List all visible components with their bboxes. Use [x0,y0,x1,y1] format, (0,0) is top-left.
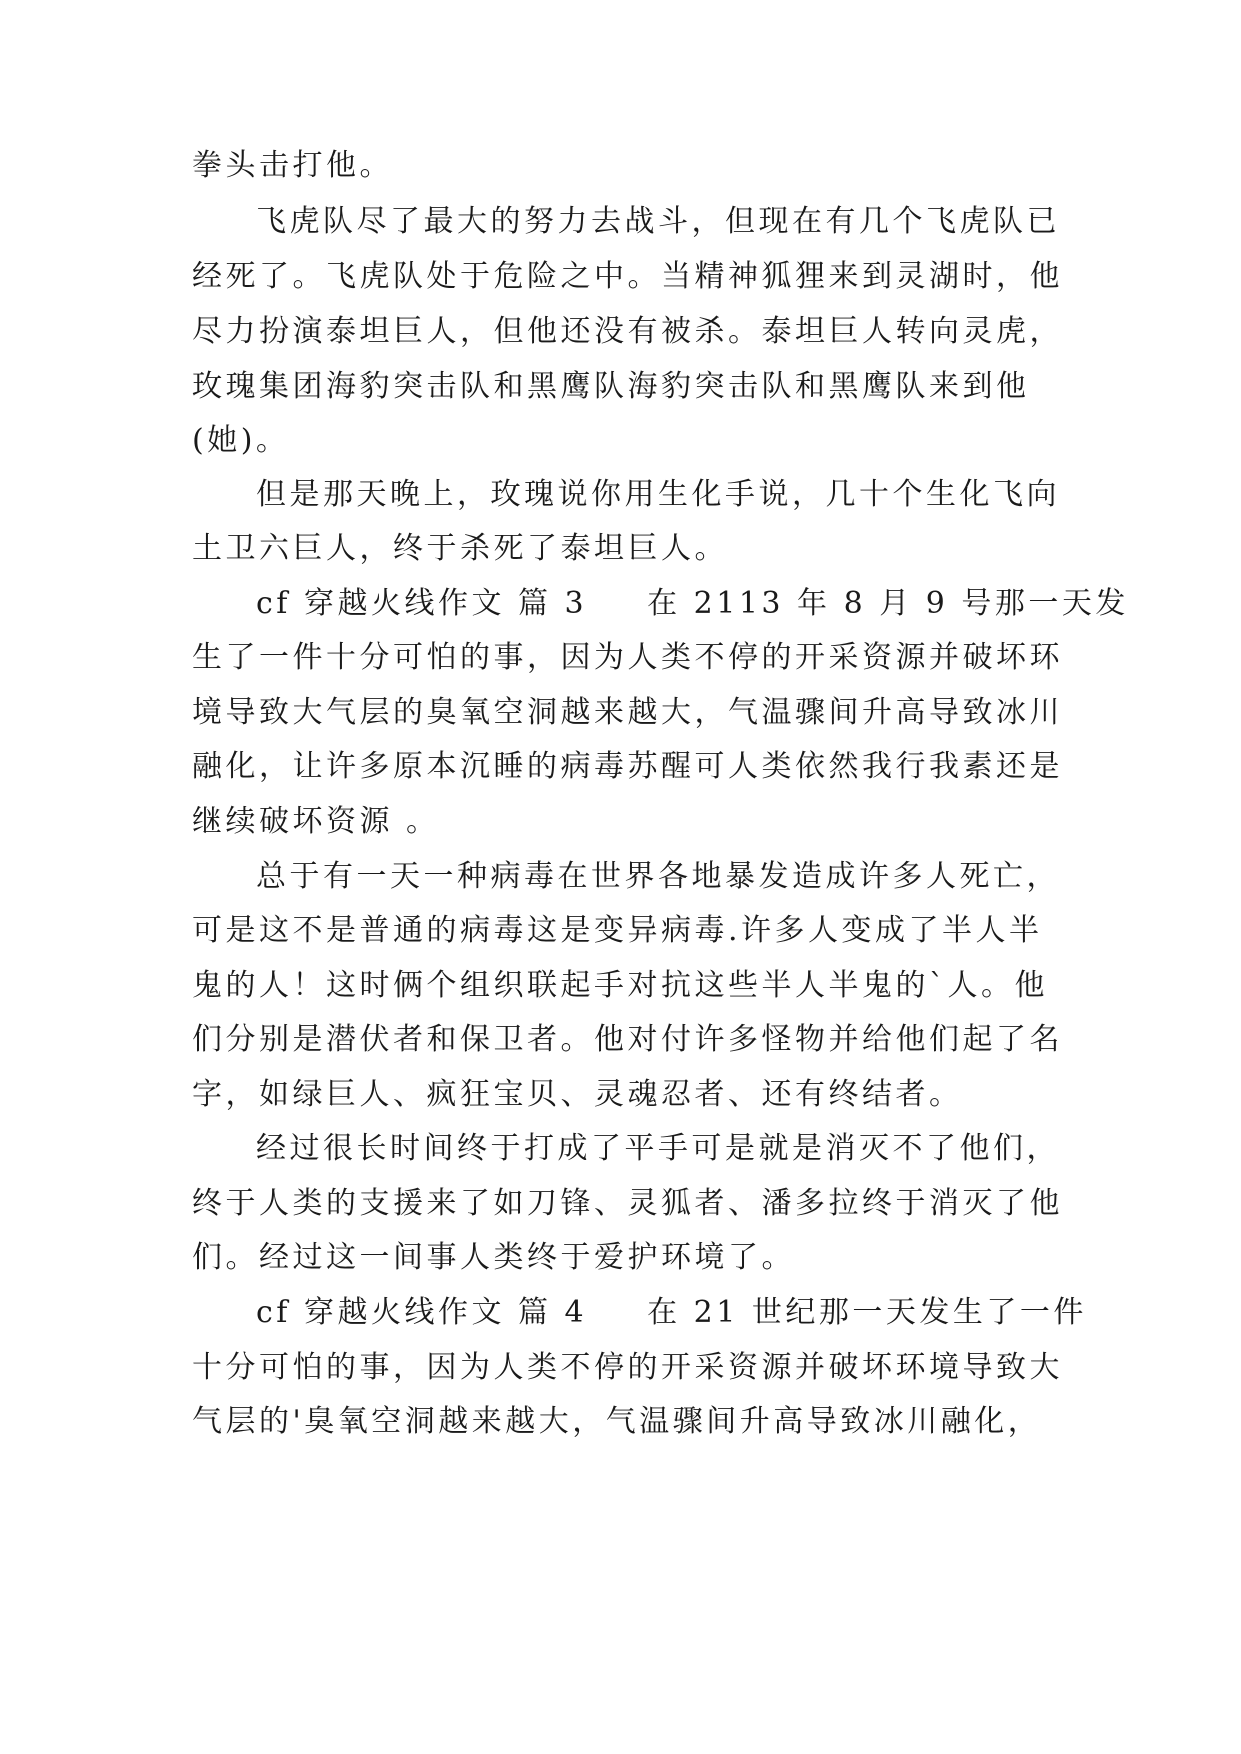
text-line: 气层的'臭氧空洞越来越大，气温骤间升高导致冰川融化， [192,1404,1042,1439]
text-line: 们分别是潜伏者和保卫者。他对付许多怪物并给他们起了名 [192,1022,1063,1057]
text-line: 们。经过这一间事人类终于爱护环境了。 [192,1240,795,1275]
text-line: 终于人类的支援来了如刀锋、灵狐者、潘多拉终于消灭了他 [192,1186,1063,1221]
text-line: 玫瑰集团海豹突击队和黑鹰队海豹突击队和黑鹰队来到他 [192,369,1030,404]
paragraph-first-line: 总于有一天一种病毒在世界各地暴发造成许多人死亡， [256,859,1060,894]
section-heading-line [256,584,1129,624]
text-line: 生了一件十分可怕的事，因为人类不停的开采资源并破坏环 [192,640,1063,675]
text-line: 可是这不是普通的病毒这是变异病毒.许多人变成了半人半 [192,913,1043,948]
paragraph-first-line: 但是那天晚上，玫瑰说你用生化手说，几十个生化飞向 [256,477,1060,512]
text-line: 字，如绿巨人、疯狂宝贝、灵魂忍者、还有终结者。 [192,1077,963,1112]
section-lead-text: 在 21 世纪那一天发生了一件 [647,1295,1087,1330]
section-heading-line [256,1293,1087,1333]
text-line: 尽力扮演泰坦巨人，但他还没有被杀。泰坦巨人转向灵虎， [192,314,1063,349]
text-line: 土卫六巨人，终于杀死了泰坦巨人。 [192,531,728,566]
section-heading: cf 穿越火线作文 篇 4 [256,1295,588,1330]
section-heading: cf 穿越火线作文 篇 3 [256,586,588,621]
text-line: 拳头击打他。 [192,148,393,183]
text-line: 继续破坏资源 。 [192,804,440,839]
section-lead-text: 在 2113 年 8 月 9 号那一天发 [647,586,1129,621]
text-line: 鬼的人！这时俩个组织联起手对抗这些半人半鬼的`人。他 [192,968,1048,1003]
text-line: 十分可怕的事，因为人类不停的开采资源并破坏环境导致大 [192,1350,1063,1385]
text-line: 经死了。飞虎队处于危险之中。当精神狐狸来到灵湖时，他 [192,259,1063,294]
paragraph-first-line: 飞虎队尽了最大的努力去战斗，但现在有几个飞虎队已 [256,204,1060,239]
paragraph-first-line: 经过很长时间终于打成了平手可是就是消灭不了他们， [256,1131,1060,1166]
text-line: 境导致大气层的臭氧空洞越来越大，气温骤间升高导致冰川 [192,695,1063,730]
text-line: 融化，让许多原本沉睡的病毒苏醒可人类依然我行我素还是 [192,749,1063,784]
text-line: (她)。 [192,423,290,458]
